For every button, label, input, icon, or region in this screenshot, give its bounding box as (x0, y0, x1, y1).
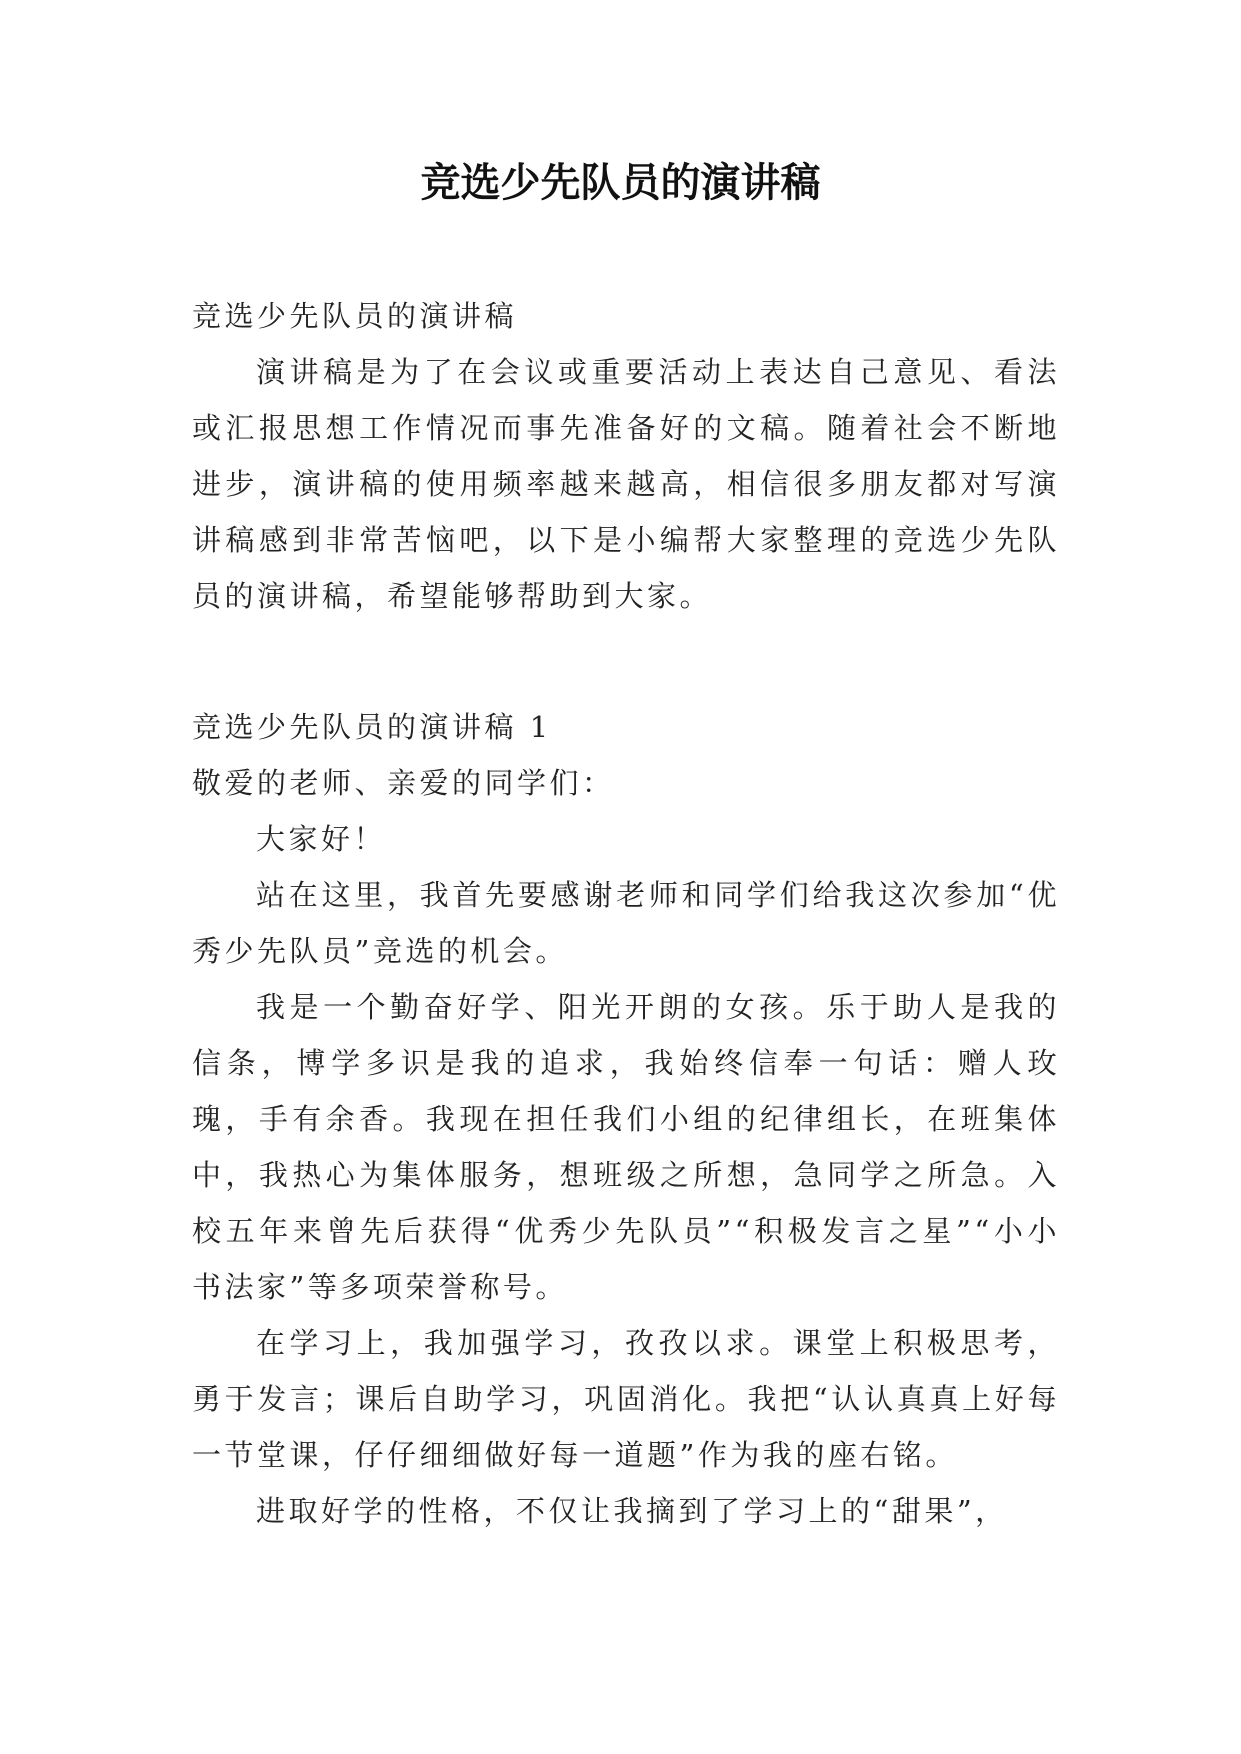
speech-1-paragraph: 进取好学的性格，不仅让我摘到了学习上的“甜果”， (256, 1494, 1008, 1528)
intro-section (192, 288, 1060, 624)
speech-1-salutation: 敬爱的老师、亲爱的同学们： (192, 766, 615, 800)
speech-1-heading: 竞选少先队员的演讲稿 1 (192, 710, 552, 744)
speech-1-paragraph: 我是一个勤奋好学、阳光开朗的女孩。乐于助人是我的信条，博学多识是我的追求，我始终信奉一句话：赠人玫瑰，手有余香。我现在担任我们小组的纪律组长，在班集体中，我热心为集体服务，想班级之所想，急同学之所急。入校五年来曾先后获得“优秀少先队员”“积极发言之星”“小小书法家”等多项荣誉称号。 (192, 990, 1060, 1304)
document-title: 竞选少先队员的演讲稿 (420, 160, 821, 206)
speech-1-section (192, 699, 1060, 1539)
speech-1-paragraph: 大家好！ (256, 822, 387, 856)
speech-1-paragraph: 在学习上，我加强学习，孜孜以求。课堂上积极思考，勇于发言；课后自助学习，巩固消化。我把“认认真真上好每一节堂课，仔仔细细做好每一道题”作为我的座右铭。 (192, 1326, 1060, 1472)
intro-heading: 竞选少先队员的演讲稿 (192, 299, 518, 333)
intro-paragraph: 演讲稿是为了在会议或重要活动上表达自己意见、看法或汇报思想工作情况而事先准备好的文稿。随着社会不断地进步，演讲稿的使用频率越来越高，相信很多朋友都对写演讲稿感到非常苦恼吧，以下是小编帮大家整理的竞选少先队员的演讲稿，希望能够帮助到大家。 (192, 355, 1060, 613)
speech-1-paragraph: 站在这里，我首先要感谢老师和同学们给我这次参加“优秀少先队员”竞选的机会。 (192, 878, 1060, 968)
